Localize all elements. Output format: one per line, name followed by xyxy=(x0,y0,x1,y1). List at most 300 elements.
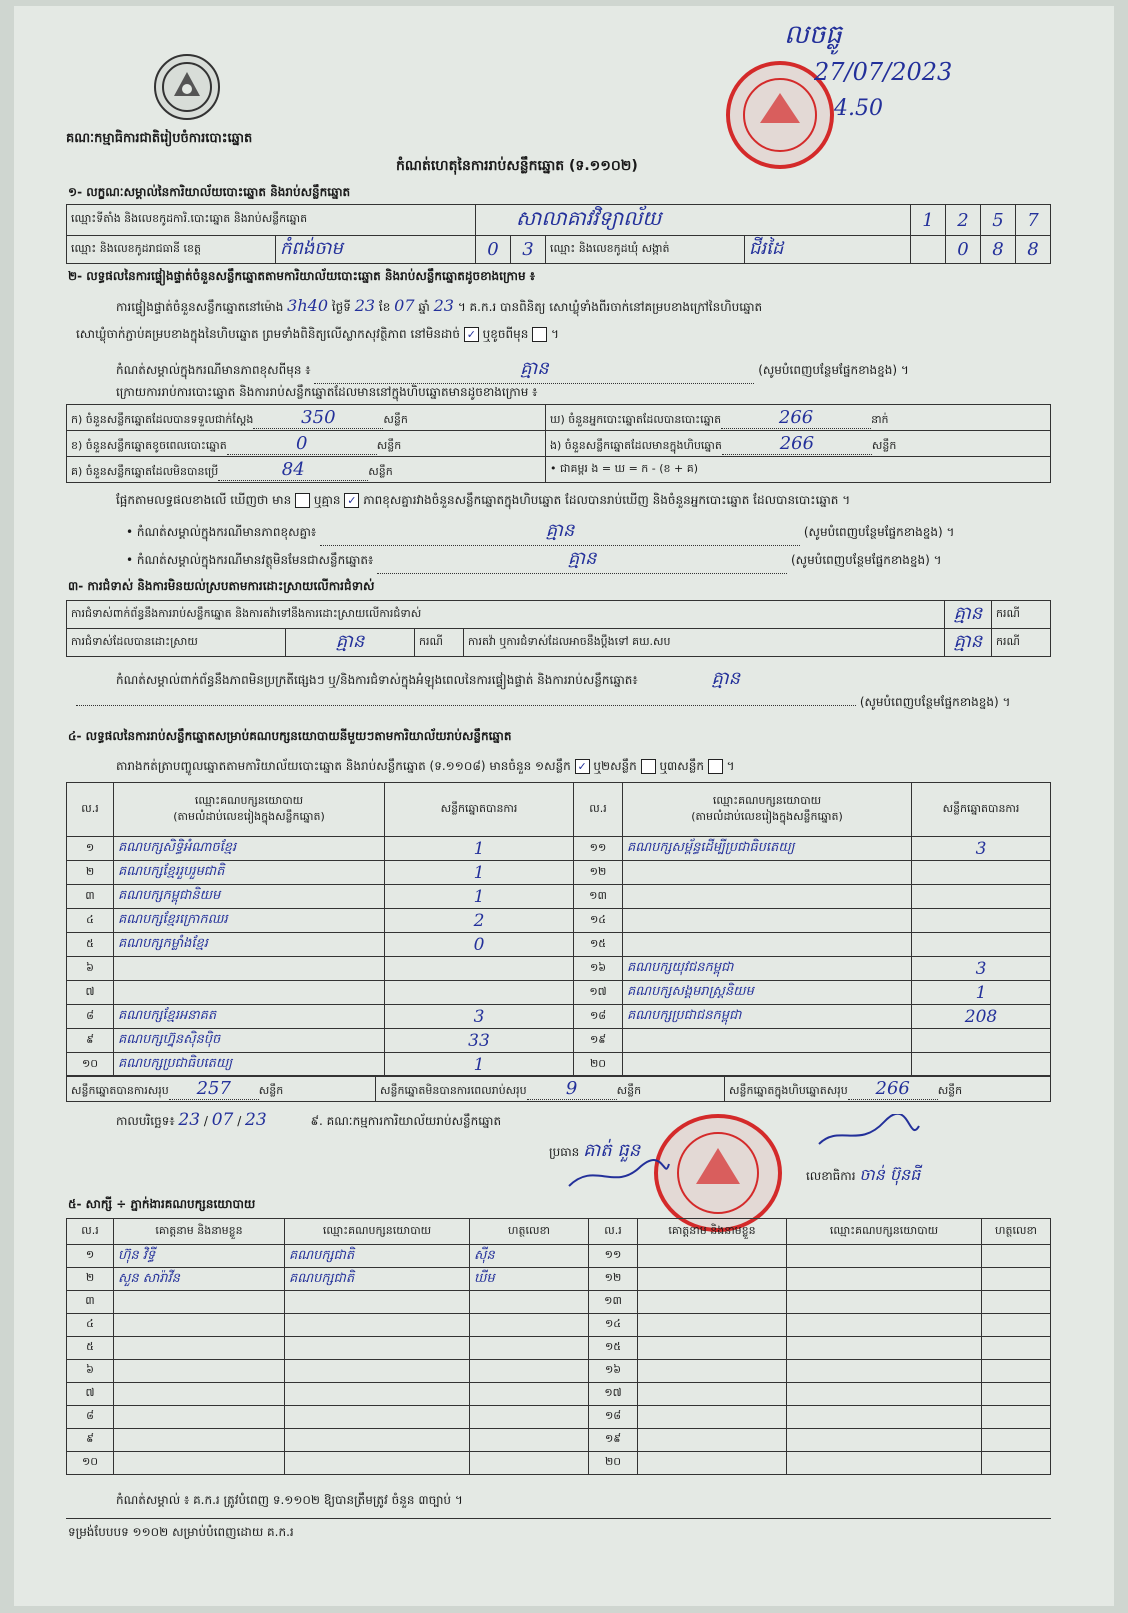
witness-table xyxy=(66,1218,1051,1475)
compare-text-c: ភាពខុសគ្នារវាងចំនួនសន្លឹកឆ្នោតក្នុងហិបឆ្នោត ដែលបានរាប់ឃើញ និងចំនួនអ្នកបោះឆ្នោត ដែលបានបោះឆ្នោត ។ xyxy=(363,493,851,507)
vote-count: 1 xyxy=(385,861,574,885)
party-name xyxy=(623,909,912,933)
table-row xyxy=(67,1005,1051,1029)
table-row xyxy=(67,861,1051,885)
witness-signature xyxy=(982,1268,1051,1291)
party-name xyxy=(623,933,912,957)
party-name: គណបក្សហ្វ៊ុនស៊ិនប៉ិច xyxy=(114,1029,385,1053)
invalid-note-line xyxy=(126,546,1046,574)
witness-name xyxy=(638,1406,787,1429)
row-no: ១០ xyxy=(67,1452,114,1475)
section3-table xyxy=(66,600,1051,657)
col-party: ឈ្មោះគណបក្សនយោបាយ xyxy=(285,1219,470,1245)
row-no: ១០ xyxy=(67,1053,114,1077)
party-name xyxy=(623,861,912,885)
appeal-value: គ្មាន xyxy=(944,629,991,657)
unit: សន្លឹក xyxy=(258,1083,284,1097)
col-party-sub: (តាមលំដាប់លេខរៀងក្នុងសន្លឹកឆ្នោត) xyxy=(691,809,843,823)
count-value: 266 xyxy=(779,432,815,454)
total-invalid-label: សន្លឹកឆ្នោតមិនបានការពេលរាប់សរុប xyxy=(380,1083,527,1097)
result-intro: ក្រោយការរាប់ការបោះឆ្នោត និងការរាប់សន្លឹកឆ្នោតដែលមាននៅក្នុងហិបឆ្នោតមានដូចខាងក្រោម ៖ xyxy=(116,385,538,399)
witness-party: គណបក្សជាតិ xyxy=(285,1245,470,1268)
vote-count: 2 xyxy=(385,909,574,933)
fill-hint: (សូមបំពេញបន្ថែមផ្នែកខាងខ្នង) ។ xyxy=(790,553,942,567)
formula-text: • ជាគម្ពរ ង = ឃ = ក - (ខ + គ) xyxy=(546,457,1051,483)
vote-count: 3 xyxy=(912,837,1051,861)
total-valid-value: 257 xyxy=(196,1077,231,1099)
row-no: ៤ xyxy=(67,909,114,933)
table-row xyxy=(67,1383,1051,1406)
table-row xyxy=(67,1314,1051,1337)
witness-party xyxy=(787,1314,982,1337)
witness-party xyxy=(285,1291,470,1314)
witness-name: ហ៊ុន វិទ្ធី xyxy=(114,1245,285,1268)
count-unit: សន្លឹក xyxy=(871,438,897,452)
row-no: ១៣ xyxy=(574,885,623,909)
commune-code-digit: 8 xyxy=(1016,236,1051,264)
row-no: ៣ xyxy=(67,1291,114,1314)
totals-table xyxy=(66,1075,1051,1102)
office-code-digit: 5 xyxy=(981,205,1016,236)
witness-name xyxy=(638,1314,787,1337)
row-no: ១១ xyxy=(589,1245,638,1268)
row-no: ២ xyxy=(67,861,114,885)
document-page xyxy=(14,6,1114,1606)
col-no: ល.រ xyxy=(67,1219,114,1245)
section2-counts-table xyxy=(66,404,1051,483)
party-name: គណបក្សកម្លាំងខ្មែរ xyxy=(114,933,385,957)
witness-signature xyxy=(470,1360,589,1383)
section4-intro: តារាងកត់ត្រាបញ្ចូលឆ្នោតតាមការិយាល័យបោះឆ្នោត និងរាប់សន្លឹកឆ្នោត (ទ.១១០៨) មានចំនួន ១សន្លឹក ✓ ឬ២សន្លឹក ឬ៣សន្លឹក ។ xyxy=(116,759,735,773)
resolved-unit: ករណី xyxy=(415,629,464,657)
footer-text: ទម្រង់បែបបទ ១១០២ សម្រាប់បំពេញដោយ គ.ក.រ xyxy=(68,1525,294,1539)
witness-name xyxy=(638,1452,787,1475)
verify-text-b: ។ គ.ក.រ បានពិនិត្យ សោឃ្លុំទាំងពីរចាក់នៅគម្របខាងក្រៅនៃហិបឆ្នោត xyxy=(457,300,763,314)
table-row xyxy=(67,981,1051,1005)
witness-party xyxy=(285,1429,470,1452)
row-no: ២០ xyxy=(574,1053,623,1077)
row-no: ៧ xyxy=(67,1383,114,1406)
table-row xyxy=(67,957,1051,981)
commune-name: ជីរដៃ xyxy=(749,238,784,259)
section3-note-line xyxy=(116,666,1046,693)
count-unit: សន្លឹក xyxy=(376,438,402,452)
form-title: កំណត់ហេតុនៃការរាប់សន្លឹកឆ្នោត (ទ.១១០២) xyxy=(396,158,638,174)
row-no: ១៦ xyxy=(589,1360,638,1383)
witness-party xyxy=(285,1360,470,1383)
row-no: ១៨ xyxy=(589,1406,638,1429)
broken-checkbox[interactable] xyxy=(532,327,547,342)
compare-line xyxy=(116,492,850,510)
table-row xyxy=(67,1406,1051,1429)
witness-signature xyxy=(470,1406,589,1429)
office-code-digit: 1 xyxy=(911,205,946,236)
verify-year: 23 xyxy=(433,296,454,315)
table-row xyxy=(67,837,1051,861)
has-difference-checkbox[interactable] xyxy=(295,493,310,508)
witness-name xyxy=(114,1291,285,1314)
section2-note-line xyxy=(116,356,1046,384)
vote-count xyxy=(385,981,574,1005)
row-no: ៦ xyxy=(67,957,114,981)
col-votes: សន្លឹកឆ្នោតបានការ xyxy=(912,783,1051,837)
verify-day: 23 xyxy=(354,296,376,315)
section3-note-line-2 xyxy=(76,694,1051,712)
witness-name xyxy=(114,1383,285,1406)
row-no: ៤ xyxy=(67,1314,114,1337)
table-row xyxy=(67,1429,1051,1452)
office-label: ឈ្មោះទីតាំង និងលេខកូដការិ.បោះឆ្នោត និងរាប់សន្លឹកឆ្នោត xyxy=(67,205,476,236)
witness-party xyxy=(285,1337,470,1360)
count-unit: នាក់ xyxy=(871,412,889,426)
section3-note-label: កំណត់សម្គាល់ពាក់ព័ន្ធនឹងភាពមិនប្រក្រតីផ្សេងៗ ឬ/និងការជំទាស់ក្នុងអំឡុងពេលនៃការផ្ទៀងផ្ទាត់ និងការរាប់សន្លឹកឆ្នោត៖ xyxy=(116,673,638,687)
row-no: ៨ xyxy=(67,1005,114,1029)
witness-signature xyxy=(982,1429,1051,1452)
witness-party xyxy=(787,1360,982,1383)
col-no: ល.រ xyxy=(589,1219,638,1245)
row-no: ២០ xyxy=(589,1452,638,1475)
row-no: ១៧ xyxy=(574,981,623,1005)
received-stamp-handwriting: លចធ្លូ xyxy=(784,20,842,50)
diff-note-line xyxy=(126,518,1046,546)
party-name xyxy=(623,1029,912,1053)
row-no: ១២ xyxy=(589,1268,638,1291)
count-unit: សន្លឹក xyxy=(383,412,408,426)
three-sheets-checkbox[interactable] xyxy=(708,759,723,774)
chair-label: ប្រធាន xyxy=(549,1145,580,1159)
total-invalid-value: 9 xyxy=(565,1077,578,1099)
table-row xyxy=(67,1029,1051,1053)
appeal-unit: ករណី xyxy=(992,629,1051,657)
table-row xyxy=(67,1452,1051,1475)
vote-count xyxy=(912,909,1051,933)
footnote: កំណត់សម្គាល់ ៖ គ.ក.រ ត្រូវបំពេញ ទ.១១០២ ឱ្យបានត្រឹមត្រូវ ចំនួន ៣ច្បាប់ ។ xyxy=(116,1493,463,1507)
verify-line-2: សោឃ្លុំចាក់ភ្ជាប់គម្របខាងក្នុងនៃហិបឆ្នោត ព្រមទាំងពិនិត្យលើស្លាកសុវត្ថិភាព នៅមិនដាច់ ✓ ឬខូចពីមុន ។ xyxy=(76,327,559,341)
verify-text-c: សោឃ្លុំចាក់ភ្ជាប់គម្របខាងក្នុងនៃហិបឆ្នោត ព្រមទាំងពិនិត្យលើស្លាកសុវត្ថិភាព នៅមិនដាច់ xyxy=(76,327,460,341)
count-unit: សន្លឹក xyxy=(368,464,393,478)
total-box-value: 266 xyxy=(875,1077,910,1099)
witness-signature: ស៊ីន xyxy=(470,1245,589,1268)
total-box-label: សន្លឹកឆ្នោតក្នុងហិបឆ្នោតសរុប xyxy=(729,1083,848,1097)
party-name xyxy=(623,1053,912,1077)
received-date-handwriting: 27/07/2023 xyxy=(814,58,953,86)
verify-year-label: ឆ្នាំ xyxy=(418,300,430,314)
total-valid-label: សន្លឹកឆ្នោតបានការសរុប xyxy=(71,1083,169,1097)
vote-count: 0 xyxy=(385,933,574,957)
witness-signature xyxy=(470,1429,589,1452)
party-name: គណបក្សសិទ្ធិអំណាចខ្មែរ xyxy=(114,837,385,861)
row-no: ២ xyxy=(67,1268,114,1291)
objection-row-label: ការជំទាស់ពាក់ព័ន្ធនឹងការរាប់សន្លឹកឆ្នោត និងការតវ៉ាទៅនឹងការដោះស្រាយលើការជំទាស់ xyxy=(67,601,945,629)
organization-name: គណៈកម្មាធិការជាតិរៀបចំការបោះឆ្នោត xyxy=(66,131,253,146)
vote-count: 1 xyxy=(385,837,574,861)
party-name xyxy=(114,957,385,981)
vote-count xyxy=(912,1029,1051,1053)
col-party: ឈ្មោះគណបក្សនយោបាយ xyxy=(787,1219,982,1245)
verify-line xyxy=(116,296,762,317)
col-no: ល.រ xyxy=(67,783,114,837)
one-sheet-checkbox[interactable]: ✓ xyxy=(575,759,590,774)
section5-heading: ៥- សាក្សី ÷ ភ្នាក់ងារគណបក្សនយោបាយ xyxy=(68,1197,256,1211)
secretary-line xyxy=(806,1164,920,1188)
row-no: ១៥ xyxy=(574,933,623,957)
col-party: ឈ្មោះគណបក្សនយោបាយ xyxy=(194,793,304,807)
row-no: ១៧ xyxy=(589,1383,638,1406)
vote-count xyxy=(912,933,1051,957)
col-party: ឈ្មោះគណបក្សនយោបាយ xyxy=(712,793,822,807)
witness-signature xyxy=(470,1452,589,1475)
row-no: ១ xyxy=(67,837,114,861)
party-name: គណបក្សខ្មែររួបរួមជាតិ xyxy=(114,861,385,885)
secretary-signature xyxy=(814,1114,924,1154)
row-no: ១៣ xyxy=(589,1291,638,1314)
office-name: សាលាគាវវិទ្យាល័យ xyxy=(476,205,911,236)
row-no: ១៥ xyxy=(589,1337,638,1360)
witness-name xyxy=(114,1337,285,1360)
table-row xyxy=(67,1360,1051,1383)
party-name: គណបក្សយុវជនកម្ពុជា xyxy=(623,957,912,981)
verify-month-label: ខែ xyxy=(378,300,391,314)
col-name: គោត្តនាម និងនាមខ្លួន xyxy=(114,1219,285,1245)
party-name: គណបក្សប្រជាជនកម្ពុជា xyxy=(623,1005,912,1029)
secretary-name: ចាន់ ប៊ុនធី xyxy=(859,1165,921,1184)
witness-party: គណបក្សជាតិ xyxy=(285,1268,470,1291)
row-no: ១៤ xyxy=(589,1314,638,1337)
intact-checkbox[interactable]: ✓ xyxy=(464,327,479,342)
row-no: ៧ xyxy=(67,981,114,1005)
vote-count: 1 xyxy=(912,981,1051,1005)
col-name: គោត្តនាម និងនាមខ្លួន xyxy=(638,1219,787,1245)
received-time-handwriting: 4.50 xyxy=(834,96,883,121)
province-code-digit: 0 xyxy=(476,236,511,264)
vote-count xyxy=(912,885,1051,909)
vote-count: 1 xyxy=(385,1053,574,1077)
province-code-digit: 3 xyxy=(511,236,546,264)
witness-name xyxy=(114,1429,285,1452)
row-no: ៩ xyxy=(67,1029,114,1053)
col-party-sub: (តាមលំដាប់លេខរៀងក្នុងសន្លឹកឆ្នោត) xyxy=(173,809,325,823)
count-value: 266 xyxy=(778,406,814,428)
chair-name: គាត់ ធួន xyxy=(583,1140,641,1161)
witness-name xyxy=(114,1406,285,1429)
three-sheets-label: ឬ៣សន្លឹក xyxy=(659,759,704,773)
table-row xyxy=(67,1053,1051,1077)
party-name xyxy=(623,885,912,909)
count-label: ឃ) ចំនួនអ្នកបោះឆ្នោតដែលបានបោះឆ្នោត xyxy=(550,412,722,426)
vote-count: 3 xyxy=(385,1005,574,1029)
section2-heading: ២- លទ្ធផលនៃការផ្ទៀងផ្ទាត់ចំនួនសន្លឹកឆ្នោតតាមការិយាល័យបោះឆ្នោត និងរាប់សន្លឹកឆ្នោតដូចខាងក្រោម ៖ xyxy=(68,269,536,283)
row-no: ៥ xyxy=(67,1337,114,1360)
office-code-digit: 7 xyxy=(1016,205,1051,236)
party-name: គណបក្សខ្មែរអនាគត xyxy=(114,1005,385,1029)
witness-party xyxy=(285,1406,470,1429)
vote-count: 3 xyxy=(912,957,1051,981)
invalid-note-label: • កំណត់សម្គាល់ក្នុងករណីមានវត្ថុមិនមែនជាសន្លឹកឆ្នោត៖ xyxy=(126,553,374,567)
witness-signature xyxy=(982,1360,1051,1383)
witness-name xyxy=(638,1291,787,1314)
section3-note-value: គ្មាន xyxy=(711,668,741,689)
commune-label: ឈ្មោះ និងលេខកូដឃុំ សង្កាត់ xyxy=(546,236,745,263)
table-row xyxy=(67,885,1051,909)
witness-name xyxy=(114,1314,285,1337)
compare-text-b: ឬគ្មាន xyxy=(313,493,341,507)
two-sheets-checkbox[interactable] xyxy=(641,759,656,774)
party-name: គណបក្សសង្គមរាស្រ្តនិយម xyxy=(623,981,912,1005)
row-no: ៣ xyxy=(67,885,114,909)
vote-count: 208 xyxy=(912,1005,1051,1029)
chair-signature xyxy=(564,1156,674,1196)
witness-party xyxy=(285,1383,470,1406)
note-value: គ្មាន xyxy=(520,358,549,379)
row-no: ១៩ xyxy=(574,1029,623,1053)
objection-row-unit: ករណី xyxy=(992,601,1051,629)
verify-day-label: ថ្ងៃទី xyxy=(331,300,351,314)
diff-note-label: • កំណត់សម្គាល់ក្នុងករណីមានភាពខុសគ្នា៖ xyxy=(126,525,317,539)
count-label: ង) ចំនួនសន្លឹកឆ្នោតដែលមានក្នុងហិបឆ្នោត xyxy=(550,438,722,452)
col-sign: ហត្ថលេខា xyxy=(982,1219,1051,1245)
footer-divider xyxy=(66,1518,1051,1519)
fill-hint: (សូមបំពេញបន្ថែមផ្នែកខាងខ្នង) ។ xyxy=(803,525,955,539)
col-no: ល.រ xyxy=(574,783,623,837)
row-no: ៥ xyxy=(67,933,114,957)
section1-table xyxy=(66,204,1051,264)
province-label: ឈ្មោះ និងលេខកូដរាជធានី ខេត្ត xyxy=(67,236,276,263)
unit: សន្លឹក xyxy=(937,1083,963,1097)
section4-heading: ៤- លទ្ធផលនៃការរាប់សន្លឹកឆ្នោតសម្រាប់គណបក្សនយោបាយនីមួយៗតាមការិយាល័យរាប់សន្លឹកឆ្នោត xyxy=(68,729,512,743)
row-no: ១១ xyxy=(574,837,623,861)
note-label: កំណត់សម្គាល់ក្នុងករណីមានភាពខុសពីមុន ៖ xyxy=(116,363,311,377)
row-no: ៦ xyxy=(67,1360,114,1383)
secretary-label: លេខាធិការ xyxy=(806,1169,856,1183)
party-results-table xyxy=(66,782,1051,1077)
invalid-note-value: គ្មាន xyxy=(567,548,597,569)
date-month: 07 xyxy=(211,1110,234,1130)
diff-note-value: គ្មាន xyxy=(545,520,575,541)
vote-count xyxy=(912,861,1051,885)
party-name: គណបក្សសម្ព័ន្ធដើម្បីប្រជាធិបតេយ្យ xyxy=(623,837,912,861)
date-label: កាលបរិច្ឆេទ៖ xyxy=(116,1114,175,1128)
party-name: គណបក្សខ្មែរក្រោកឈរ xyxy=(114,909,385,933)
count-label: ក) ចំនួនសន្លឹកឆ្នោតដែលបានទទួលជាក់ស្តែង xyxy=(71,412,254,426)
count-value: 0 xyxy=(296,432,308,454)
witness-signature xyxy=(470,1291,589,1314)
objection-row-value: គ្មាន xyxy=(944,601,991,629)
date-year: 23 xyxy=(245,1110,267,1130)
witness-name xyxy=(638,1268,787,1291)
witness-party xyxy=(787,1291,982,1314)
no-difference-checkbox[interactable]: ✓ xyxy=(344,493,359,508)
witness-signature xyxy=(982,1452,1051,1475)
row-no: ១២ xyxy=(574,861,623,885)
section4-intro-text: តារាងកត់ត្រាបញ្ចូលឆ្នោតតាមការិយាល័យបោះឆ្នោត និងរាប់សន្លឹកឆ្នោត (ទ.១១០៨) មានចំនួន ១សន្លឹក xyxy=(116,759,571,773)
witness-signature xyxy=(982,1383,1051,1406)
table-row xyxy=(67,933,1051,957)
verify-time: 3h40 xyxy=(287,296,329,315)
witness-party xyxy=(787,1245,982,1268)
date-day: 23 xyxy=(178,1110,201,1130)
witness-signature xyxy=(982,1245,1051,1268)
province-name: កំពង់ចាម xyxy=(280,238,343,259)
witness-party xyxy=(787,1337,982,1360)
row-no: ៩ xyxy=(67,1429,114,1452)
table-row xyxy=(67,909,1051,933)
witness-name: សួន សារ៉ាវីន xyxy=(114,1268,285,1291)
table-row xyxy=(67,1245,1051,1268)
witness-party xyxy=(285,1314,470,1337)
appeal-label: ការតវ៉ា ឬការជំទាស់ដែលអាចនឹងប្តឹងទៅ គឃ.សប xyxy=(464,629,945,657)
party-name: គណបក្សកម្ពុជានិយម xyxy=(114,885,385,909)
witness-signature: ឃីម xyxy=(470,1268,589,1291)
col-sign: ហត្ថលេខា xyxy=(470,1219,589,1245)
count-value: 84 xyxy=(281,458,305,480)
count-label: គ) ចំនួនសន្លឹកឆ្នោតដែលមិនបានប្រើ xyxy=(71,464,219,478)
witness-name xyxy=(638,1383,787,1406)
party-name xyxy=(114,981,385,1005)
witness-name xyxy=(114,1360,285,1383)
row-no: ៨ xyxy=(67,1406,114,1429)
party-name: គណបក្សប្រជាធិបតេយ្យ xyxy=(114,1053,385,1077)
vote-count xyxy=(912,1053,1051,1077)
table-row xyxy=(67,1291,1051,1314)
witness-signature xyxy=(982,1406,1051,1429)
row-no: ១៩ xyxy=(589,1429,638,1452)
fill-hint: (សូមបំពេញបន្ថែមផ្នែកខាងខ្នង) ។ xyxy=(859,695,1011,709)
witness-party xyxy=(285,1452,470,1475)
count-value: 350 xyxy=(301,406,336,428)
witness-party xyxy=(787,1383,982,1406)
vote-count xyxy=(385,957,574,981)
commune-code-digit: 8 xyxy=(981,236,1016,264)
witness-name xyxy=(638,1360,787,1383)
witness-party xyxy=(787,1268,982,1291)
witness-party xyxy=(787,1452,982,1475)
table-row xyxy=(67,1337,1051,1360)
witness-name xyxy=(114,1452,285,1475)
verify-not-label: ឬខូចពីមុន xyxy=(482,327,529,341)
verify-month: 07 xyxy=(394,296,415,315)
witness-signature xyxy=(470,1314,589,1337)
vote-count: 1 xyxy=(385,885,574,909)
witness-signature xyxy=(982,1314,1051,1337)
witness-name xyxy=(638,1337,787,1360)
row-no: ១៤ xyxy=(574,909,623,933)
witness-signature xyxy=(470,1337,589,1360)
row-no: ១៦ xyxy=(574,957,623,981)
committee-label: ៩. គណៈកម្មការការិយាល័យរាប់សន្លឹកឆ្នោត xyxy=(310,1114,502,1128)
two-sheets-label: ឬ២សន្លឹក xyxy=(593,759,637,773)
commune-code-digit: 0 xyxy=(946,236,981,264)
section3-heading: ៣- ការជំទាស់ និងការមិនយល់ស្របតាមការដោះស្រាយលើការជំទាស់ xyxy=(68,579,375,593)
witness-name xyxy=(638,1245,787,1268)
count-label: ខ) ចំនួនសន្លឹកឆ្នោតខូចពេលបោះឆ្នោត xyxy=(71,438,227,452)
compare-text: ផ្អែកតាមលទ្ធផលខាងលើ ឃើញថា មាន xyxy=(116,493,292,507)
row-no: ១៨ xyxy=(574,1005,623,1029)
office-code-digit: 2 xyxy=(946,205,981,236)
vote-count: 33 xyxy=(385,1029,574,1053)
section1-heading: ១- លក្ខណៈសម្គាល់នៃការិយាល័យបោះឆ្នោត និងរាប់សន្លឹកឆ្នោត xyxy=(68,185,351,199)
unit: សន្លឹក xyxy=(616,1083,642,1097)
date-line: កាលបរិច្ឆេទ៖ 23 / 07 / 23 ៩. គណៈកម្មការការិយាល័យរាប់សន្លឹកឆ្នោត xyxy=(116,1110,502,1130)
col-votes: សន្លឹកឆ្នោតបានការ xyxy=(385,783,574,837)
witness-signature xyxy=(982,1337,1051,1360)
nec-emblem-icon xyxy=(154,54,220,120)
witness-party xyxy=(787,1429,982,1452)
fill-hint: (សូមបំពេញបន្ថែមផ្នែកខាងខ្នង) ។ xyxy=(758,363,909,377)
verify-text: ការផ្ទៀងផ្ទាត់ចំនួនសន្លឹកឆ្នោតនៅម៉ោង xyxy=(116,300,284,314)
witness-party xyxy=(787,1406,982,1429)
witness-signature xyxy=(470,1383,589,1406)
row-no: ១ xyxy=(67,1245,114,1268)
